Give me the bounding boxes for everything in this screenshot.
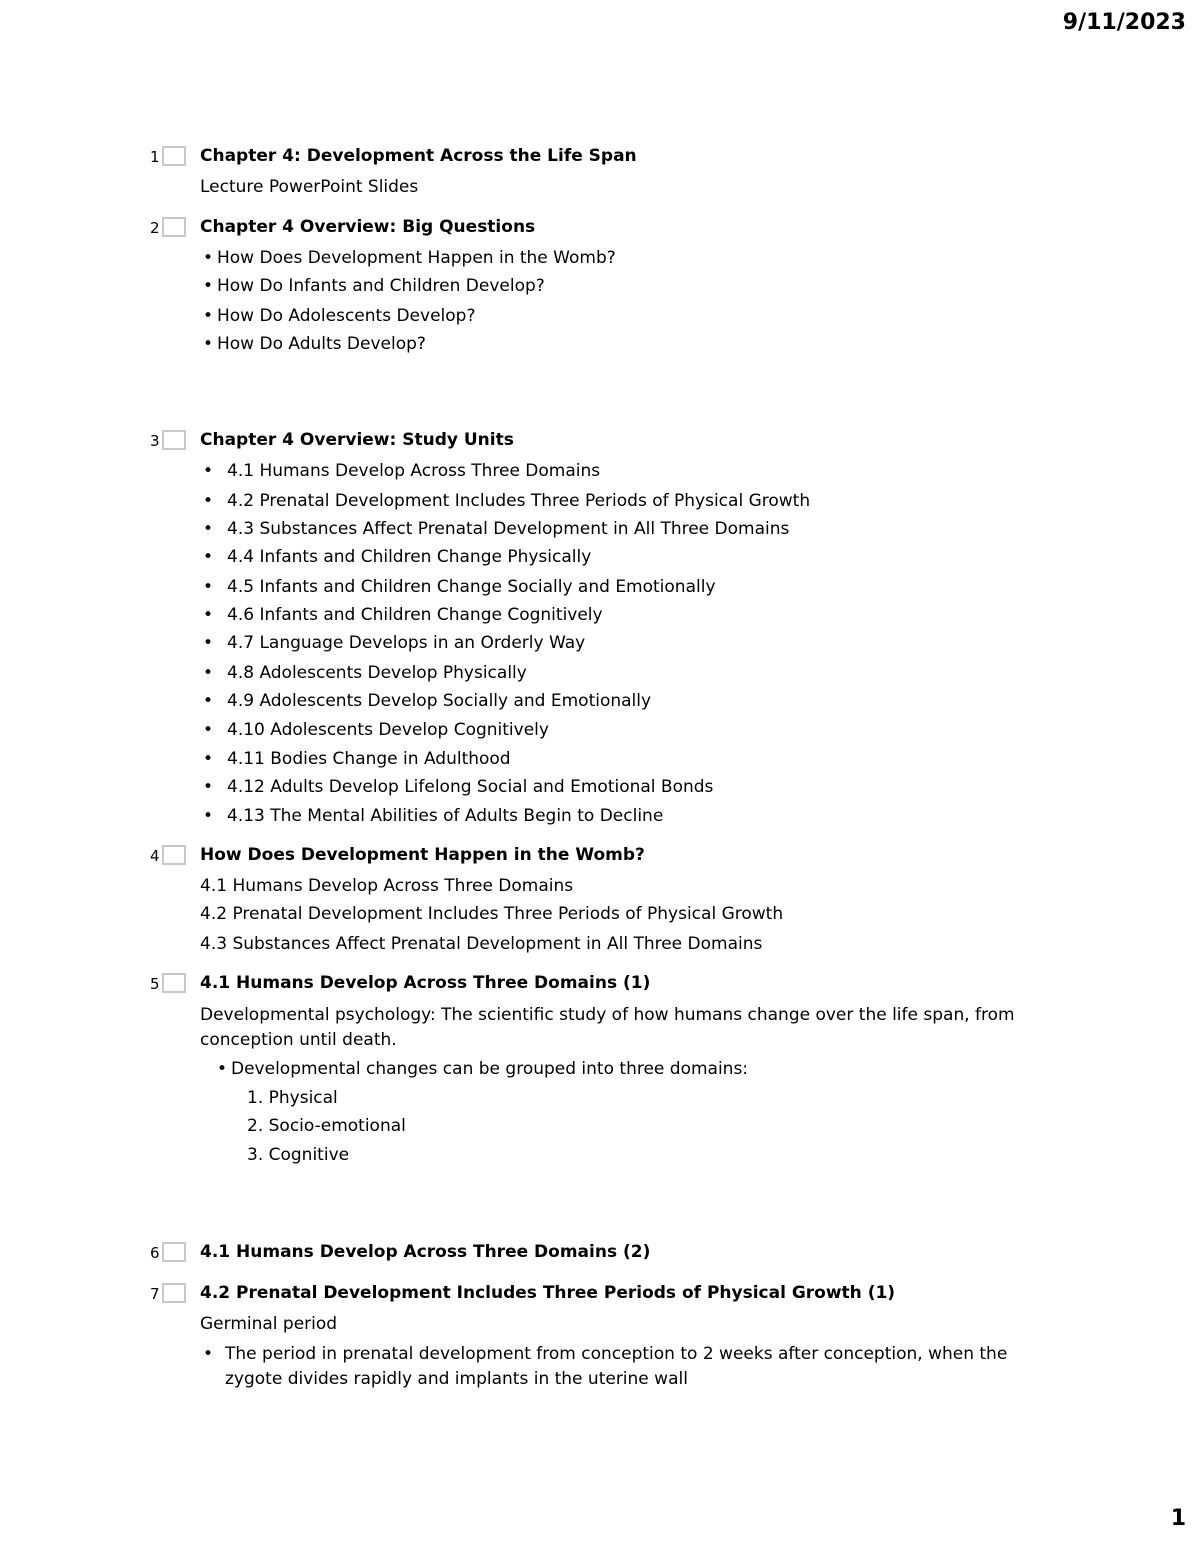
list-item: • How Do Adults Develop? <box>203 334 426 354</box>
slide-title: 4.1 Humans Develop Across Three Domains (1) <box>200 973 651 993</box>
numbered-item: 3. Cognitive <box>247 1145 350 1165</box>
list-item: • 4.9 Adolescents Develop Socially and Emotionally <box>203 691 652 711</box>
list-item: • 4.4 Infants and Children Change Physically <box>203 547 592 567</box>
list-item: • 4.2 Prenatal Development Includes Three Periods of Physical Growth <box>203 491 811 511</box>
page-date: 9/11/2023 <box>1062 10 1186 35</box>
list-item: • 4.6 Infants and Children Change Cognitively <box>203 605 603 625</box>
list-item: • 4.12 Adults Develop Lifelong Social and Emotional Bonds <box>203 777 714 797</box>
slide-subheading: Germinal period <box>200 1314 338 1334</box>
slide-number: 4 <box>150 847 160 865</box>
slide-thumbnail[interactable] <box>162 217 186 237</box>
list-item: • 4.5 Infants and Children Change Socially and Emotionally <box>203 577 716 597</box>
slide-thumbnail[interactable] <box>162 146 186 166</box>
slide-title: How Does Development Happen in the Womb? <box>200 845 645 865</box>
slide-number: 5 <box>150 975 160 993</box>
list-item: • 4.10 Adolescents Develop Cognitively <box>203 720 549 740</box>
slide-number: 7 <box>150 1285 160 1303</box>
slide-title: Chapter 4 Overview: Big Questions <box>200 217 536 237</box>
list-item: • How Does Development Happen in the Womb? <box>203 248 616 268</box>
list-item: 4.2 Prenatal Development Includes Three Periods of Physical Growth <box>200 904 784 924</box>
slide-title: 4.2 Prenatal Development Includes Three Periods of Physical Growth (1) <box>200 1283 896 1303</box>
slide-thumbnail[interactable] <box>162 430 186 450</box>
bullet-paragraph: The period in prenatal development from conception to 2 weeks after conception, when the zygote divides rapidly and implants in the uterine wall <box>225 1344 1008 1389</box>
page-number: 1 <box>1170 1506 1186 1531</box>
list-item: • 4.8 Adolescents Develop Physically <box>203 663 527 683</box>
list-item: • Developmental changes can be grouped into three domains: <box>217 1059 749 1079</box>
list-item: • 4.13 The Mental Abilities of Adults Begin to Decline <box>203 806 664 826</box>
numbered-item: 1. Physical <box>247 1088 338 1108</box>
list-item: • 4.3 Substances Affect Prenatal Development in All Three Domains <box>203 519 790 539</box>
list-item: 4.1 Humans Develop Across Three Domains <box>200 876 574 896</box>
slide-title: 4.1 Humans Develop Across Three Domains (2) <box>200 1242 651 1262</box>
list-item: 4.3 Substances Affect Prenatal Development in All Three Domains <box>200 934 763 954</box>
list-item: • How Do Infants and Children Develop? <box>203 276 545 296</box>
numbered-item: 2. Socio-emotional <box>247 1116 406 1136</box>
slide-title: Chapter 4: Development Across the Life Span <box>200 146 637 166</box>
slide-thumbnail[interactable] <box>162 1242 186 1262</box>
slide-subtitle: Lecture PowerPoint Slides <box>200 177 419 197</box>
slide-thumbnail[interactable] <box>162 973 186 993</box>
list-item: • 4.7 Language Develops in an Orderly Way <box>203 633 586 653</box>
slide-thumbnail[interactable] <box>162 845 186 865</box>
list-item: • 4.11 Bodies Change in Adulthood <box>203 749 511 769</box>
slide-number: 3 <box>150 432 160 450</box>
list-item: • 4.1 Humans Develop Across Three Domains <box>203 461 601 481</box>
slide-title: Chapter 4 Overview: Study Units <box>200 430 514 450</box>
slide-thumbnail[interactable] <box>162 1283 186 1303</box>
slide-number: 1 <box>150 148 160 166</box>
definition-paragraph: Developmental psychology: The scientific study of how humans change over the life span, from conception until death. <box>200 1005 1015 1050</box>
slide-number: 6 <box>150 1244 160 1262</box>
list-item: • How Do Adolescents Develop? <box>203 306 476 326</box>
bullet-icon: • <box>203 1344 214 1364</box>
slide-number: 2 <box>150 219 160 237</box>
